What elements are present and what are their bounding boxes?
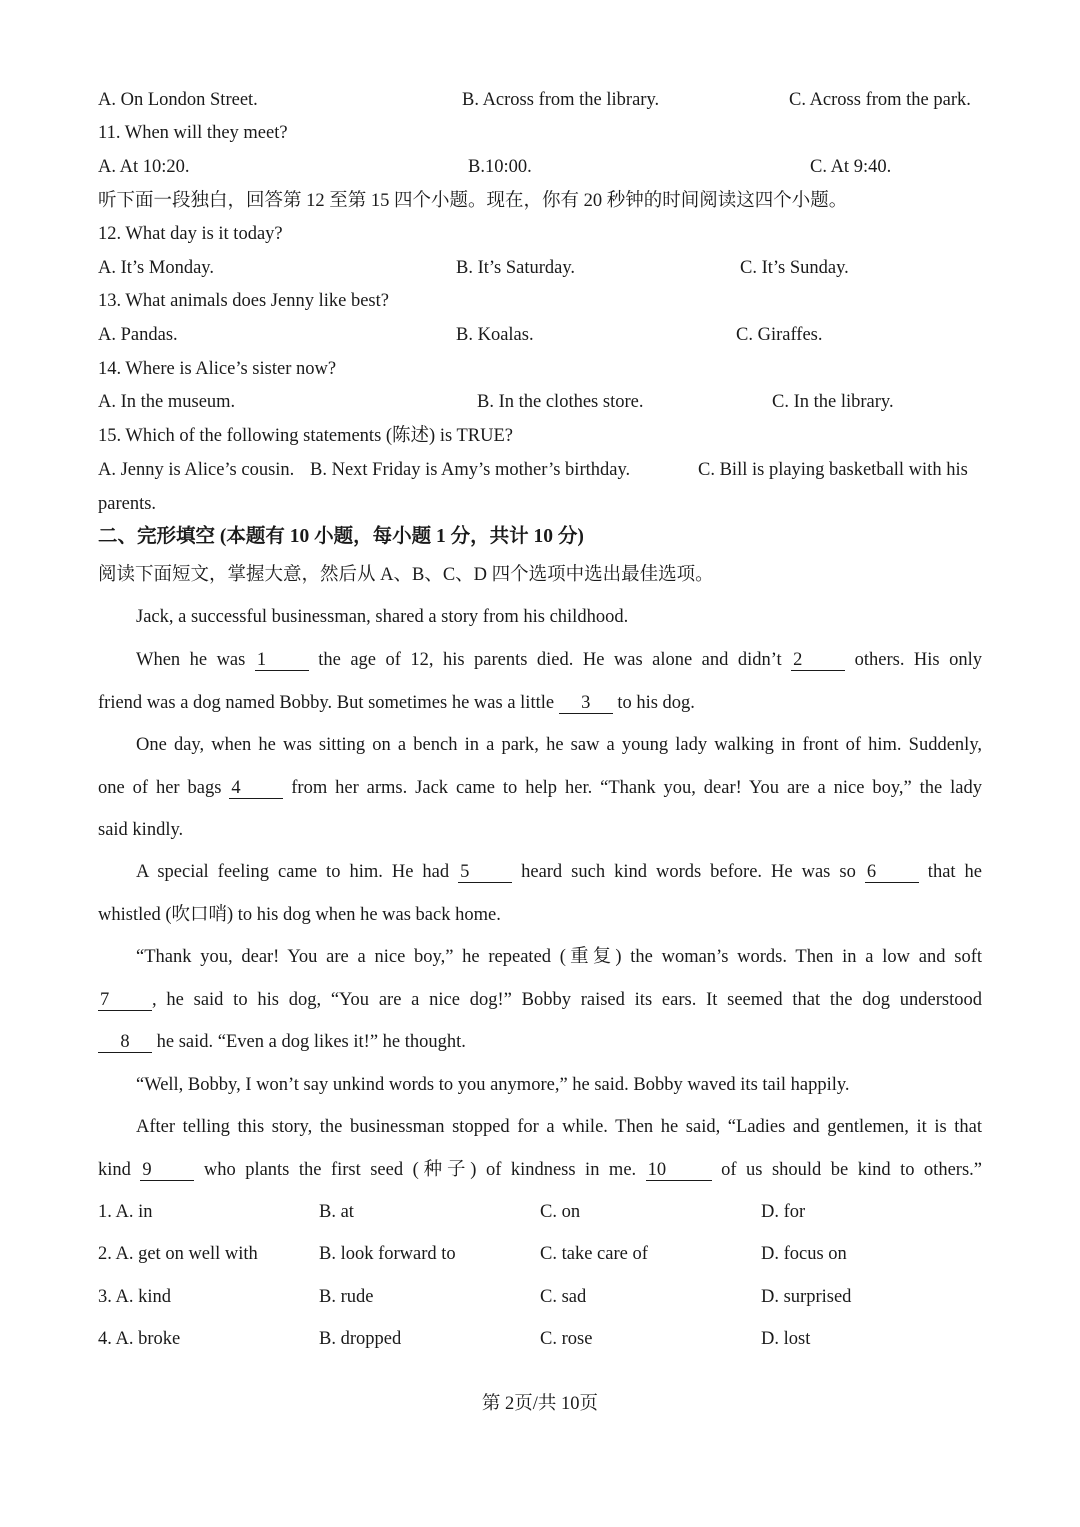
passage-p3-line3: said kindly.	[98, 820, 184, 840]
passage-text: “Thank you, dear! You are a nice boy,” he repeated (重复) the woman’s words. Then in a low and soft	[136, 947, 982, 967]
q11-option-a: A. At 10:20.	[98, 157, 190, 177]
choice-1-d: D. for	[761, 1202, 806, 1222]
q15-option-b: B. Next Friday is Amy’s mother’s birthday.	[310, 460, 631, 480]
choice-3-d: D. surprised	[761, 1287, 852, 1307]
blank-9[interactable]: 9	[140, 1161, 194, 1181]
choice-1-b: B. at	[319, 1202, 354, 1222]
q12-question: 12. What day is it today?	[98, 224, 283, 244]
choice-3-a: 3. A. kind	[98, 1287, 171, 1307]
blank-3[interactable]: 3	[559, 694, 613, 714]
passage-p1: Jack, a successful businessman, shared a story from his childhood.	[136, 607, 629, 627]
blank-4[interactable]: 4	[229, 779, 283, 799]
passage-p3-line2	[98, 775, 982, 801]
blank-10[interactable]: 10	[646, 1161, 712, 1181]
blank-6[interactable]: 6	[865, 863, 919, 883]
choice-2-c: C. take care of	[540, 1244, 648, 1264]
page-number: 第 2页/共 10页	[481, 1394, 599, 1414]
q10-option-b: B. Across from the library.	[462, 90, 660, 110]
choice-2-a: 2. A. get on well with	[98, 1244, 258, 1264]
q15-option-c-cont: parents.	[98, 494, 157, 514]
choice-4-c: C. rose	[540, 1329, 593, 1349]
blank-1[interactable]: 1	[255, 651, 309, 671]
q12-option-b: B. It’s Saturday.	[456, 258, 576, 278]
passage-text: who plants the first seed (种子) of kindness in me.	[194, 1160, 646, 1180]
blank-8[interactable]: 8	[98, 1033, 152, 1053]
q14-question: 14. Where is Alice’s sister now?	[98, 359, 337, 379]
passage-p2-line1	[136, 647, 982, 673]
blank-7[interactable]: 7	[98, 991, 152, 1011]
passage-text: kind	[98, 1160, 141, 1180]
q15-question: 15. Which of the following statements (陈述) is TRUE?	[98, 426, 513, 446]
choice-4-a: 4. A. broke	[98, 1329, 181, 1349]
choice-4-b: B. dropped	[319, 1329, 402, 1349]
q11-option-c: C. At 9:40.	[810, 157, 892, 177]
blank-2[interactable]: 2	[791, 651, 845, 671]
blank-5[interactable]: 5	[458, 863, 512, 883]
q11-question: 11. When will they meet?	[98, 123, 288, 143]
choice-2-b: B. look forward to	[319, 1244, 456, 1264]
q13-question: 13. What animals does Jenny like best?	[98, 291, 389, 311]
q14-option-c: C. In the library.	[772, 392, 894, 412]
passage-text: A special feeling came to him. He had	[136, 862, 459, 882]
choice-1-c: C. on	[540, 1202, 581, 1222]
choice-4-d: D. lost	[761, 1329, 811, 1349]
choice-2-d: D. focus on	[761, 1244, 847, 1264]
q10-option-a: A. On London Street.	[98, 90, 258, 110]
choice-3-c: C. sad	[540, 1287, 587, 1307]
passage-text: of us should be kind to others.”	[711, 1160, 982, 1180]
q15-option-a: A. Jenny is Alice’s cousin.	[98, 460, 295, 480]
choice-1-a: 1. A. in	[98, 1202, 153, 1222]
q13-option-c: C. Giraffes.	[736, 325, 823, 345]
passage-text: the age of 12, his parents died. He was alone and didn’t	[308, 650, 792, 670]
q15-option-c: C. Bill is playing basketball with his	[698, 460, 968, 480]
passage-text: friend was a dog named Bobby. But sometimes he was a little	[98, 693, 559, 713]
passage-text: to his dog.	[612, 693, 695, 713]
cloze-heading: 二、完形填空 (本题有 10 小题，每小题 1 分，共计 10 分)	[98, 526, 584, 547]
q14-option-b: B. In the clothes store.	[477, 392, 644, 412]
passage-text: others. His only	[845, 650, 982, 670]
choice-3-b: B. rude	[319, 1287, 374, 1307]
passage-text: After telling this story, the businessman stopped for a while. Then he said, “Ladies and gentlemen, it is that	[136, 1117, 982, 1137]
passage-p6: “Well, Bobby, I won’t say unkind words to you anymore,” he said. Bobby waved its tail happily.	[136, 1075, 850, 1095]
cloze-instruction: 阅读下面短文，掌握大意，然后从 A、B、C、D 四个选项中选出最佳选项。	[98, 565, 714, 585]
q12-option-a: A. It’s Monday.	[98, 258, 214, 278]
q13-option-a: A. Pandas.	[98, 325, 178, 345]
monologue-instruction: 听下面一段独白，回答第 12 至第 15 四个小题。现在，你有 20 秒钟的时间阅读这四个小题。	[98, 191, 848, 211]
passage-p4-line2: whistled (吹口哨) to his dog when he was back home.	[98, 905, 501, 925]
q11-option-b: B.10:00.	[468, 157, 532, 177]
passage-text: that he	[918, 862, 983, 882]
passage-p7-line1	[136, 1114, 982, 1140]
passage-p5-line1	[136, 944, 982, 970]
q12-option-c: C. It’s Sunday.	[740, 258, 849, 278]
passage-text: he said. “Even a dog likes it!” he thought.	[152, 1032, 466, 1052]
passage-text: one of her bags	[98, 778, 230, 798]
passage-p5-line2	[98, 987, 982, 1013]
passage-p7-line2	[98, 1157, 982, 1183]
passage-text: One day, when he was sitting on a bench in a park, he saw a young lady walking in front of him. Suddenly,	[136, 735, 982, 755]
passage-p5-line3	[98, 1029, 466, 1055]
q13-option-b: B. Koalas.	[456, 325, 534, 345]
q14-option-a: A. In the museum.	[98, 392, 236, 412]
passage-text: heard such kind words before. He was so	[512, 862, 865, 882]
passage-p4-line1	[136, 859, 982, 885]
q10-option-c: C. Across from the park.	[789, 90, 971, 110]
passage-text: , he said to his dog, “You are a nice dog!” Bobby raised its ears. It seemed that the dog understood	[152, 990, 982, 1010]
passage-p3-line1	[136, 732, 982, 758]
passage-text: When he was	[136, 650, 255, 670]
passage-p2-line2	[98, 690, 695, 716]
passage-text: from her arms. Jack came to help her. “Thank you, dear! You are a nice boy,” the lady	[283, 778, 982, 798]
